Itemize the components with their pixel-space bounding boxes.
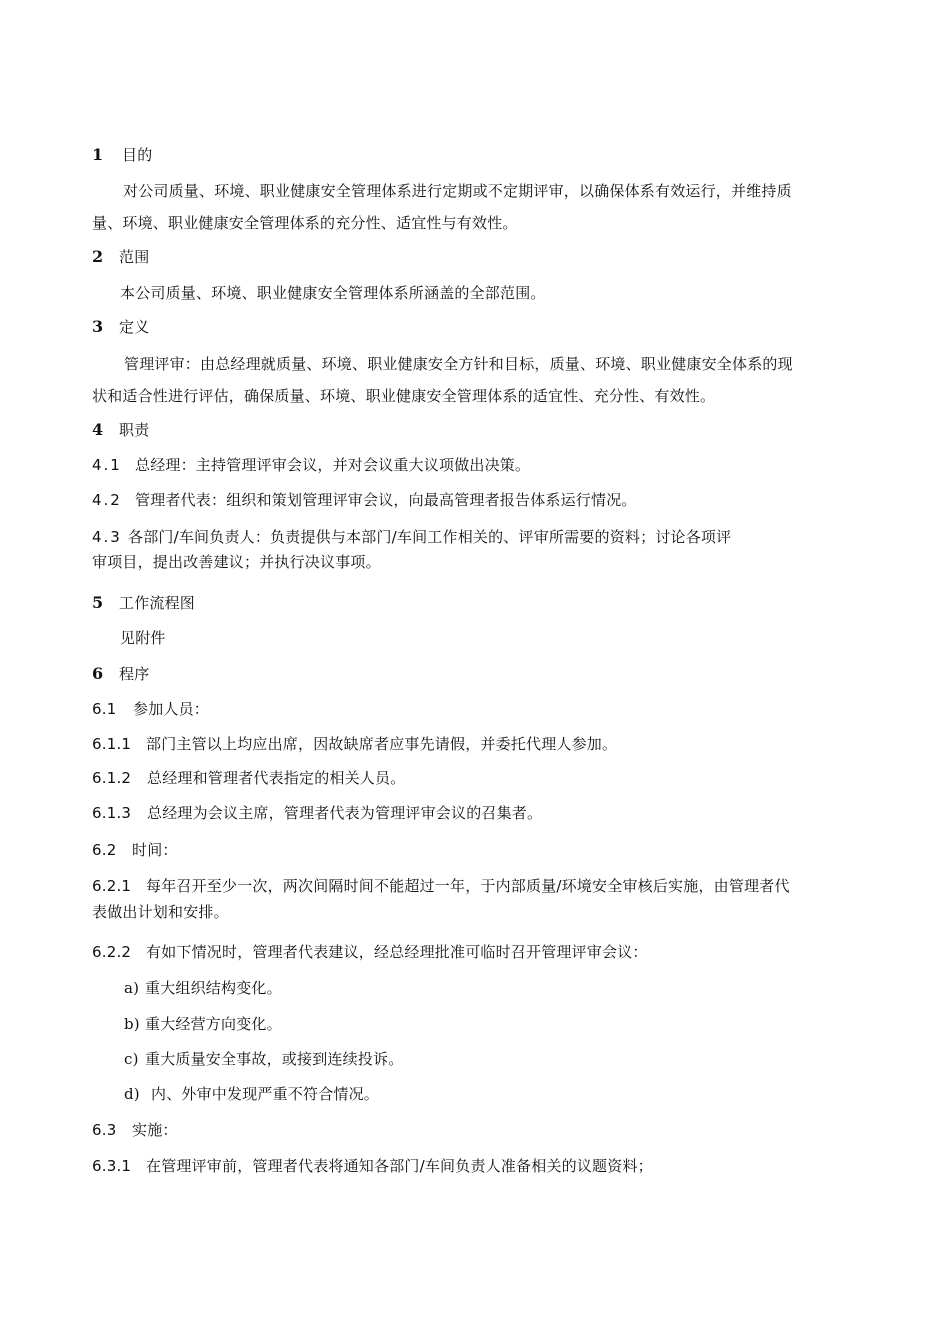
item-marker: b): [124, 1015, 140, 1033]
clause-number: 6.3.1: [92, 1157, 132, 1175]
item-marker: a): [124, 979, 140, 997]
section-title: 程序: [119, 665, 150, 683]
procedure-6-3: [92, 1120, 178, 1140]
clause-number: 6.2.1: [92, 877, 132, 895]
section-number: 6: [92, 664, 104, 683]
procedure-6-2-1-continued: 表做出计划和安排。: [92, 903, 229, 921]
duty-text: 总经理：主持管理评审会议，并对会议重大议项做出决策。: [135, 456, 531, 474]
duty-number: 4.2: [92, 491, 122, 509]
clause-text: 参加人员：: [133, 700, 210, 718]
item-text: 重大质量安全事故，或接到连续投诉。: [145, 1050, 404, 1068]
section-number: 2: [92, 247, 104, 266]
clause-number: 6.2.2: [92, 943, 132, 961]
clause-text: 时间：: [132, 841, 178, 859]
duty-general-manager: [92, 455, 530, 475]
purpose-text-line-2: 量、环境、职业健康安全管理体系的充分性、适宜性与有效性。: [92, 214, 518, 232]
procedure-6-2-1: [92, 876, 790, 896]
section-heading-procedure: [92, 664, 149, 684]
procedure-6-1-2: [92, 768, 405, 788]
clause-text: 每年召开至少一次，两次间隔时间不能超过一年，于内部质量/环境安全审核后实施，由管理者代: [146, 877, 790, 895]
duty-number: 4.1: [92, 456, 122, 474]
clause-text: 有如下情况时，管理者代表建议，经总经理批准可临时召开管理评审会议：: [146, 943, 648, 961]
clause-number: 6.1.2: [92, 769, 132, 787]
section-heading-definition: [92, 317, 149, 337]
condition-item-c: [124, 1049, 403, 1069]
section-heading-duties: [92, 420, 149, 440]
procedure-6-2: [92, 840, 178, 860]
definition-text-line-2: 状和适合性进行评估，确保质量、环境、职业健康安全管理体系的适宜性、充分性、有效性。: [92, 387, 716, 405]
procedure-6-2-2: [92, 942, 648, 962]
procedure-6-1: [92, 699, 209, 719]
duty-department-heads-continued: 审项目，提出改善建议；并执行决议事项。: [92, 553, 381, 571]
item-marker: c): [124, 1050, 139, 1068]
section-title: 定义: [119, 318, 150, 336]
condition-item-b: [124, 1014, 282, 1034]
item-text: 重大组织结构变化。: [145, 979, 282, 997]
section-number: 3: [92, 317, 104, 336]
procedure-6-1-3: [92, 803, 542, 823]
duty-text: 管理者代表：组织和策划管理评审会议，向最高管理者报告体系运行情况。: [135, 491, 637, 509]
clause-number: 6.2: [92, 841, 117, 859]
duty-text: 各部门/车间负责人：负责提供与本部门/车间工作相关的、评审所需要的资料；讨论各项评: [128, 528, 732, 546]
clause-text: 实施：: [132, 1121, 178, 1139]
clause-number: 6.1.3: [92, 804, 132, 822]
section-title: 范围: [119, 248, 150, 266]
section-title: 目的: [122, 146, 153, 164]
flowchart-reference: 见附件: [120, 629, 166, 647]
clause-text: 在管理评审前，管理者代表将通知各部门/车间负责人准备相关的议题资料；: [146, 1157, 653, 1175]
procedure-6-3-1: [92, 1156, 653, 1176]
duty-number: 4.3: [92, 528, 122, 546]
section-number: 1: [92, 145, 104, 164]
scope-text-line-1: 本公司质量、环境、职业健康安全管理体系所涵盖的全部范围。: [120, 284, 546, 302]
section-title: 职责: [119, 421, 150, 439]
section-heading-purpose: [92, 145, 152, 165]
section-heading-flowchart: [92, 593, 195, 613]
clause-number: 6.1.1: [92, 735, 132, 753]
procedure-6-1-1: [92, 734, 617, 754]
item-marker: d): [124, 1085, 140, 1103]
condition-item-d: [124, 1084, 379, 1104]
duty-department-heads: [92, 527, 731, 547]
clause-number: 6.3: [92, 1121, 117, 1139]
item-text: 重大经营方向变化。: [145, 1015, 282, 1033]
definition-text-line-1: 管理评审：由总经理就质量、环境、职业健康安全方针和目标，质量、环境、职业健康安全体系的现: [124, 355, 793, 373]
section-number: 5: [92, 593, 104, 612]
section-heading-scope: [92, 247, 149, 267]
section-title: 工作流程图: [119, 594, 196, 612]
section-number: 4: [92, 420, 104, 439]
clause-text: 总经理为会议主席，管理者代表为管理评审会议的召集者。: [147, 804, 543, 822]
item-text: 内、外审中发现严重不符合情况。: [151, 1085, 380, 1103]
clause-text: 总经理和管理者代表指定的相关人员。: [147, 769, 406, 787]
clause-text: 部门主管以上均应出席，因故缺席者应事先请假，并委托代理人参加。: [146, 735, 618, 753]
clause-number: 6.1: [92, 700, 117, 718]
duty-management-representative: [92, 490, 637, 510]
purpose-text-line-1: 对公司质量、环境、职业健康安全管理体系进行定期或不定期评审，以确保体系有效运行，并维持质: [123, 182, 792, 200]
condition-item-a: [124, 978, 282, 998]
